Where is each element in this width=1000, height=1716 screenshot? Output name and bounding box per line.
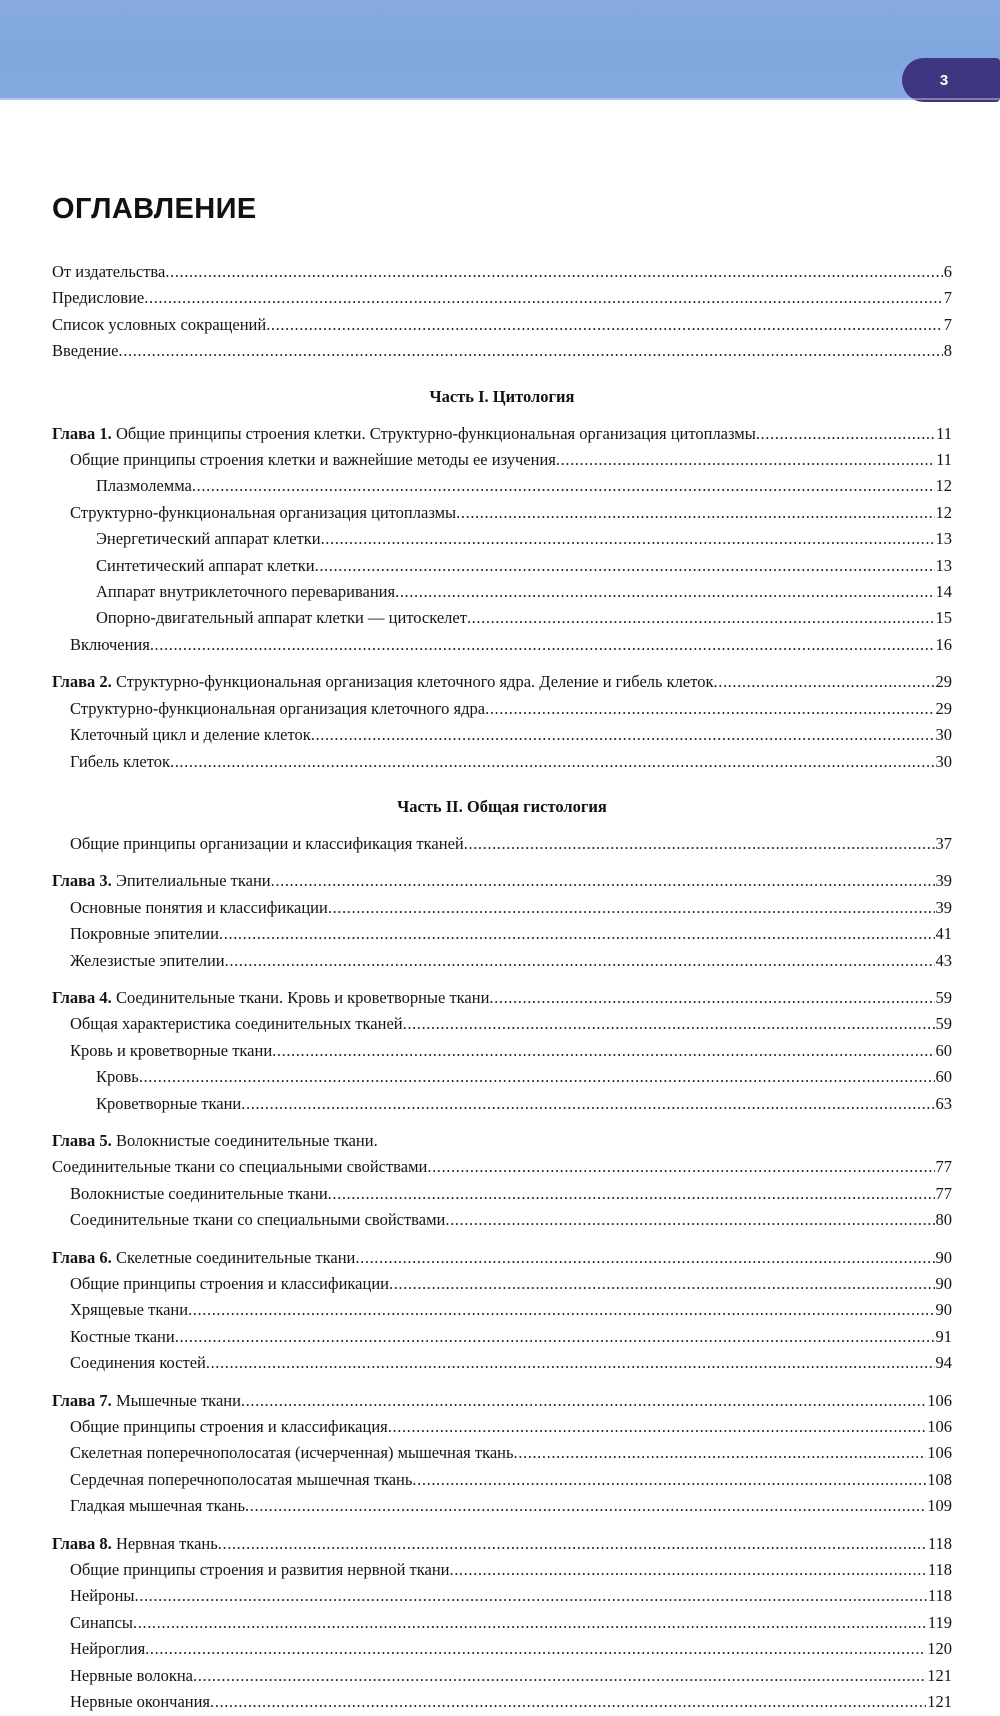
toc-entry-label: Аппарат внутриклеточного переваривания — [96, 582, 396, 602]
toc-entry-label — [52, 868, 271, 894]
toc-page-number: 80 — [935, 1210, 952, 1230]
toc-chapter-row[interactable] — [52, 985, 952, 1011]
toc-entry-row[interactable] — [96, 579, 952, 605]
toc-entry-row[interactable] — [70, 1297, 952, 1323]
toc-entry-label: Синапсы — [70, 1612, 134, 1632]
dot-leader — [271, 868, 935, 894]
toc-page-number: 30 — [935, 751, 952, 771]
dot-leader — [445, 1207, 934, 1233]
toc-entry-row[interactable] — [70, 1181, 952, 1207]
toc-page-number: 60 — [935, 1067, 952, 1087]
dot-leader — [193, 1663, 926, 1689]
dot-leader — [467, 605, 935, 631]
toc-entry-row[interactable] — [70, 1207, 952, 1233]
toc-entry-row[interactable] — [52, 312, 952, 338]
dot-leader — [192, 473, 935, 499]
dot-leader — [514, 1440, 927, 1466]
toc-entry-row[interactable] — [70, 1324, 952, 1350]
toc-entry-row[interactable] — [70, 1011, 952, 1037]
section-gap — [52, 974, 952, 985]
part-entries — [52, 421, 952, 775]
toc-entry-row[interactable] — [52, 285, 952, 311]
dot-leader — [485, 696, 934, 722]
front-matter-list — [52, 259, 952, 365]
toc-entry-label: Покровные эпителии — [70, 924, 220, 944]
dot-leader — [355, 1245, 934, 1271]
toc-page-number: 90 — [935, 1274, 952, 1293]
section-gap — [52, 1117, 952, 1128]
toc-entry-label: Общие принципы строения и развития нервной ткани — [70, 1560, 450, 1580]
toc-entry-label: От издательства — [52, 262, 166, 281]
toc-entry-label: Нервные окончания — [70, 1692, 211, 1712]
dot-leader — [241, 1091, 934, 1117]
dot-leader — [245, 1493, 926, 1519]
toc-page-number: 59 — [935, 987, 952, 1007]
toc-page-number: 77 — [935, 1157, 952, 1177]
dot-leader — [144, 285, 943, 311]
dot-leader — [456, 500, 934, 526]
toc-entry-label: Волокнистые соединительные ткани — [70, 1183, 328, 1203]
dot-leader — [449, 1557, 926, 1583]
toc-page-number: 29 — [935, 698, 952, 718]
dot-leader — [188, 1297, 934, 1323]
toc-page-number: 90 — [935, 1247, 952, 1267]
dot-leader — [150, 632, 935, 658]
toc-entry-row[interactable] — [96, 605, 952, 631]
toc-chapter-row[interactable] — [52, 1531, 952, 1557]
toc-entry-label — [52, 421, 756, 447]
header-band — [0, 0, 1000, 100]
toc-page-number: 90 — [935, 1300, 952, 1320]
toc-chapter-title: Эпителиальные ткани — [111, 871, 271, 891]
toc-chapter-number: Глава 4. — [52, 987, 112, 1007]
part-entries — [52, 831, 952, 1716]
toc-page-number: 106 — [927, 1390, 952, 1410]
toc-chapter-number: Глава 1. — [52, 423, 112, 443]
toc-entry-row[interactable] — [70, 921, 952, 947]
toc-entry-label: Сердечная поперечнополосатая мышечная ткань — [70, 1469, 413, 1489]
toc-page-number: 121 — [927, 1665, 952, 1685]
toc-chapter-title: Общие принципы строения клетки. Структурно-функциональная организация цитоплазмы — [111, 423, 756, 443]
dot-leader — [145, 1636, 926, 1662]
toc-chapter-number: Глава 6. — [52, 1247, 112, 1267]
dot-leader — [241, 1388, 926, 1414]
dot-leader — [427, 1154, 934, 1180]
dot-leader — [756, 421, 935, 447]
toc-chapter-number: Глава 7. — [52, 1390, 112, 1410]
dot-leader — [175, 1324, 935, 1350]
toc-entry-row[interactable] — [70, 749, 952, 775]
toc-page-number: 106 — [927, 1443, 952, 1463]
toc-page-number: 106 — [927, 1417, 952, 1437]
toc-page-number: 11 — [936, 423, 952, 443]
toc-chapter-row[interactable] — [52, 1388, 952, 1414]
toc-chapter-number: Глава 8. — [52, 1533, 112, 1553]
toc-page-number: 119 — [927, 1612, 952, 1632]
dot-leader — [272, 1038, 934, 1064]
dot-leader — [210, 1689, 926, 1715]
toc-entry-label — [52, 669, 714, 695]
toc-chapter-number: Глава 2. — [52, 672, 112, 692]
toc-entry-label — [52, 1531, 218, 1557]
toc-entry-label: Синтетический аппарат клетки — [96, 555, 315, 575]
toc-entry-row[interactable] — [70, 447, 952, 473]
toc-entry-label: Плазмолемма — [96, 476, 192, 496]
toc-entry-label: Список условных сокращений — [52, 314, 267, 334]
toc-chapter-number: Глава 3. — [52, 871, 112, 891]
toc-entry-label: Предисловие — [52, 288, 145, 308]
toc-entry-label — [52, 1128, 378, 1154]
toc-page-number: 30 — [935, 725, 952, 745]
toc-page-number: 13 — [935, 529, 952, 549]
dot-leader — [714, 669, 935, 695]
toc-entry-row[interactable] — [70, 1038, 952, 1064]
toc-entry-label: Костные ткани — [70, 1326, 175, 1346]
toc-entry-label: Общие принципы строения и классификации — [70, 1274, 389, 1293]
dot-leader — [321, 526, 935, 552]
page-number-label: 3 — [939, 71, 949, 89]
toc-entry-label: Соединения костей — [70, 1353, 206, 1373]
dot-leader — [395, 579, 934, 605]
toc-entry-row[interactable] — [70, 500, 952, 526]
toc-entry-label: Соединительные ткани со специальными свойствами — [52, 1157, 428, 1177]
toc-page-number: 14 — [935, 582, 952, 602]
toc-page-number: 118 — [927, 1586, 952, 1606]
dot-leader — [266, 312, 943, 338]
toc-page-number: 109 — [927, 1496, 952, 1516]
toc-page-number: 6 — [943, 262, 952, 281]
toc-entry-row[interactable] — [52, 259, 952, 285]
toc-entry-label: Клеточный цикл и деление клеток — [70, 725, 311, 745]
dot-leader — [412, 1467, 926, 1493]
toc-chapter-title: Нервная ткань — [111, 1533, 218, 1553]
toc-entry-row[interactable] — [70, 1610, 952, 1636]
dot-leader — [315, 553, 935, 579]
toc-entry-row[interactable] — [70, 831, 952, 857]
dot-leader — [389, 1271, 935, 1297]
toc-entry-label: Энергетический аппарат клетки — [96, 529, 321, 549]
toc-page-number: 7 — [943, 288, 952, 308]
toc-entry-label: Кровь — [96, 1067, 139, 1087]
dot-leader — [170, 749, 935, 775]
toc-entry-row[interactable] — [96, 1064, 952, 1090]
toc-page-number: 16 — [935, 634, 952, 654]
toc-page-number: 60 — [935, 1040, 952, 1060]
toc-page-number: 41 — [935, 924, 952, 944]
section-gap — [52, 658, 952, 669]
toc-entry-label: Кровь и кроветворные ткани — [70, 1040, 273, 1060]
toc-entry-label: Введение — [52, 341, 119, 361]
page-number-tab — [902, 58, 1000, 102]
part-heading: Часть II. Общая гистология — [397, 796, 607, 816]
toc-page-number: 7 — [943, 314, 952, 334]
toc-entry-row[interactable] — [70, 1467, 952, 1493]
toc-page-number: 63 — [935, 1093, 952, 1113]
toc-entry-row[interactable] — [70, 722, 952, 748]
part-heading: Часть I. Цитология — [429, 386, 575, 406]
toc-entry-row[interactable] — [96, 553, 952, 579]
page-body — [52, 195, 952, 1716]
dot-leader — [328, 895, 935, 921]
dot-leader — [556, 447, 935, 473]
toc-chapter-row[interactable] — [52, 1245, 952, 1271]
toc-page-number: 29 — [935, 672, 952, 692]
toc-page-number: 94 — [935, 1353, 952, 1373]
toc-entry-label: Основные понятия и классификации — [70, 897, 328, 917]
toc-chapter-row[interactable] — [52, 669, 952, 695]
toc-chapter-title: Мышечные ткани — [111, 1390, 241, 1410]
toc-page-number: 13 — [935, 555, 952, 575]
toc-entry-row[interactable] — [70, 696, 952, 722]
dot-leader — [219, 921, 934, 947]
parts-container — [52, 386, 952, 1716]
toc-entry-label: Хрящевые ткани — [70, 1300, 189, 1320]
dot-leader — [165, 259, 942, 285]
toc-page-number: 118 — [927, 1560, 952, 1580]
toc-page-number: 39 — [935, 871, 952, 891]
dot-leader — [328, 1181, 935, 1207]
toc-entry-row[interactable] — [96, 473, 952, 499]
toc-entry-label: Нервные волокна — [70, 1665, 194, 1685]
toc-page-number: 120 — [927, 1639, 952, 1659]
toc-entry-label — [52, 985, 489, 1011]
dot-leader — [388, 1414, 927, 1440]
section-gap — [52, 1234, 952, 1245]
toc-entry-row[interactable] — [52, 338, 952, 364]
toc-entry-row[interactable] — [70, 1557, 952, 1583]
toc-page-number: 43 — [935, 950, 952, 970]
toc-entry-row[interactable] — [70, 1271, 952, 1297]
dot-leader — [489, 985, 934, 1011]
dot-leader — [139, 1064, 935, 1090]
toc-page-number: 12 — [935, 502, 952, 522]
toc-page-number: 108 — [927, 1469, 952, 1489]
toc-chapter-title: Волокнистые соединительные ткани. — [111, 1130, 378, 1150]
toc-entry-row[interactable] — [70, 1414, 952, 1440]
dot-leader — [403, 1011, 935, 1037]
toc-entry-row[interactable] — [70, 1440, 952, 1466]
toc-chapter-row[interactable] — [52, 1128, 952, 1154]
toc-entry-label: Скелетная поперечнополосатая (исчерченная) мышечная ткань — [70, 1443, 514, 1463]
section-gap — [52, 857, 952, 868]
toc-entry-row[interactable] — [70, 1350, 952, 1376]
toc-entry-label: Гладкая мышечная ткань — [70, 1496, 246, 1516]
toc-page-number: 59 — [935, 1014, 952, 1034]
toc-page-number: 8 — [943, 341, 952, 361]
toc-entry-label: Включения — [70, 634, 150, 654]
dot-leader — [311, 722, 935, 748]
toc-page-number: 39 — [935, 897, 952, 917]
page-title: ОГЛАВЛЕНИЕ — [52, 193, 257, 225]
dot-leader — [119, 338, 943, 364]
toc-entry-label: Нейроглия — [70, 1639, 146, 1659]
toc-entry-label: Общие принципы организации и классификация тканей — [70, 833, 464, 853]
toc-entry-label: Структурно-функциональная организация клеточного ядра — [70, 698, 486, 718]
toc-chapter-row[interactable] — [52, 868, 952, 894]
toc-chapter-title: Структурно-функциональная организация клеточного ядра. Деление и гибель клеток — [111, 672, 714, 692]
toc-page-number: 77 — [935, 1183, 952, 1203]
toc-entry-row[interactable] — [70, 948, 952, 974]
toc-entry-label — [52, 1245, 355, 1271]
toc-chapter-row[interactable] — [52, 421, 952, 447]
dot-leader — [135, 1583, 927, 1609]
toc-page-number: 11 — [936, 450, 952, 470]
toc-page-number: 12 — [935, 476, 952, 496]
toc-entry-label: Структурно-функциональная организация цитоплазмы — [70, 502, 457, 522]
toc-chapter-number: Глава 5. — [52, 1130, 112, 1150]
toc-page-number: 15 — [935, 608, 952, 628]
toc-entry-label: Опорно-двигательный аппарат клетки — цитоскелет — [96, 608, 467, 628]
dot-leader — [133, 1610, 927, 1636]
toc-page-number: 37 — [935, 833, 952, 853]
section-gap — [52, 1520, 952, 1531]
toc-page-number: 121 — [927, 1692, 952, 1712]
toc-entry-label: Кроветворные ткани — [96, 1093, 242, 1113]
dot-leader — [225, 948, 935, 974]
toc-entry-label: Гибель клеток — [70, 751, 170, 771]
toc-entry-row[interactable] — [52, 1154, 952, 1180]
toc-chapter-title: Соединительные ткани. Кровь и кроветворные ткани — [111, 987, 490, 1007]
toc-page-number: 118 — [927, 1533, 952, 1553]
toc-entry-label: Общие принципы строения клетки и важнейшие методы ее изучения — [70, 450, 556, 470]
toc-chapter-title: Скелетные соединительные ткани — [111, 1247, 356, 1267]
dot-leader — [206, 1350, 935, 1376]
toc-entry-label: Общие принципы строения и классификация — [70, 1417, 388, 1437]
toc-entry-row[interactable] — [70, 895, 952, 921]
toc-entry-label: Соединительные ткани со специальными свойствами — [70, 1210, 446, 1230]
toc-entry-row[interactable] — [70, 1636, 952, 1662]
section-gap — [52, 1377, 952, 1388]
toc-entry-row[interactable] — [70, 632, 952, 658]
toc-entry-row[interactable] — [70, 1663, 952, 1689]
toc-entry-row[interactable] — [70, 1493, 952, 1519]
toc-entry-label — [52, 1388, 241, 1414]
toc-entry-row[interactable] — [96, 1091, 952, 1117]
toc-entry-label: Общая характеристика соединительных тканей — [70, 1014, 403, 1034]
toc-entry-row[interactable] — [70, 1689, 952, 1715]
toc-entry-row[interactable] — [96, 526, 952, 552]
toc-entry-label: Нейроны — [70, 1586, 135, 1606]
toc-page-number: 91 — [935, 1326, 952, 1346]
dot-leader — [218, 1531, 927, 1557]
dot-leader — [464, 831, 935, 857]
toc-entry-row[interactable] — [70, 1583, 952, 1609]
toc-entry-label: Железистые эпителии — [70, 950, 225, 970]
